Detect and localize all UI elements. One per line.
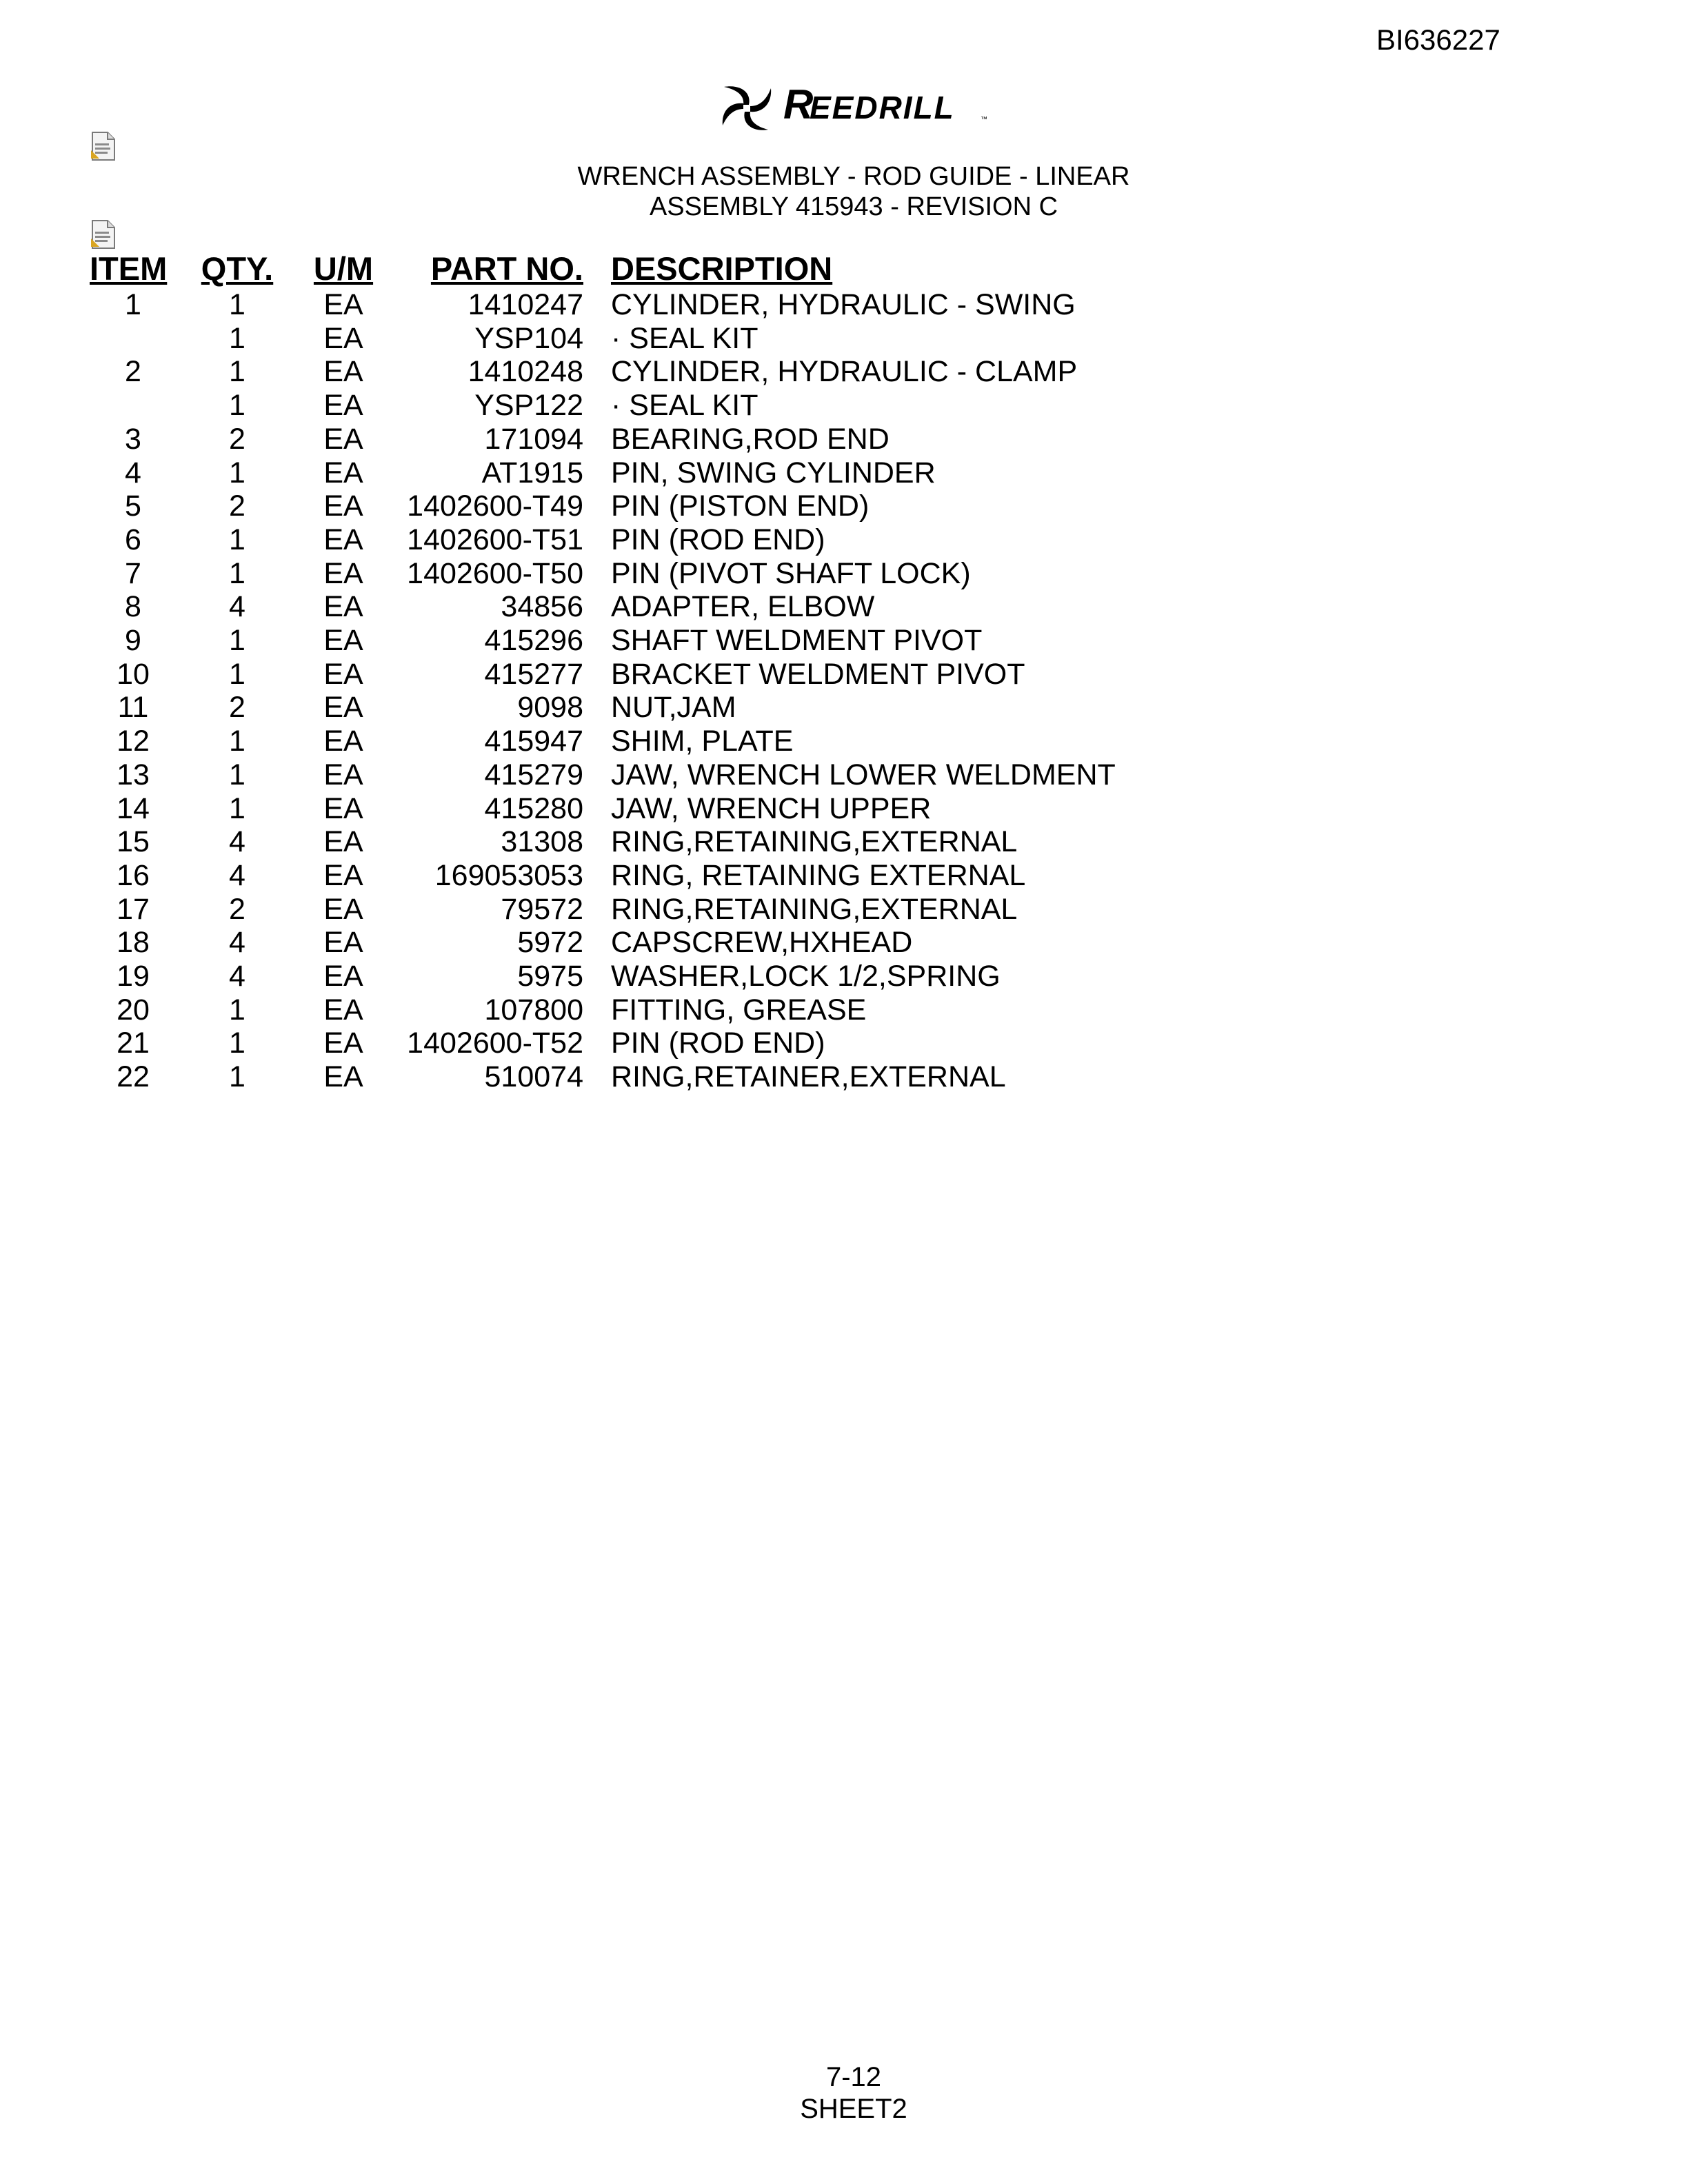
cell-item: 12 [117,725,150,758]
cell-description: RING,RETAINING,EXTERNAL [611,825,1018,859]
cell-description: CYLINDER, HYDRAULIC - CLAMP [611,355,1078,389]
cell-um: EA [323,758,363,791]
cell-description: WASHER,LOCK 1/2,SPRING [611,960,1001,993]
cell-qty: 2 [229,691,245,725]
cell-um: EA [323,1060,363,1094]
cell-description: BRACKET WELDMENT PIVOT [611,657,1025,691]
cell-description: · SEAL KIT [611,389,758,423]
cell-item: 2 [125,355,141,389]
cell-um: EA [323,355,363,389]
cell-qty: 4 [229,825,245,859]
cell-um: EA [323,389,363,423]
cell-qty: 1 [229,993,245,1027]
cell-description: PIN (ROD END) [611,523,825,556]
cell-item: 15 [117,825,150,859]
parts-table-body [90,288,1369,1094]
cell-qty: 1 [229,355,245,389]
cell-part-no: 1402600-T52 [407,1027,583,1060]
cell-item: 7 [125,556,141,590]
table-row [90,288,1369,322]
cell-qty: 4 [229,926,245,960]
cell-part-no: 1410247 [468,288,583,321]
cell-item: 14 [117,791,150,825]
cell-um: EA [323,993,363,1027]
assembly-revision: ASSEMBLY 415943 - REVISION C [649,192,1058,221]
table-row [90,725,1369,758]
cell-description: PIN (PISTON END) [611,489,870,523]
table-row [90,322,1369,356]
cell-um: EA [323,489,363,523]
table-row [90,691,1369,725]
cell-um: EA [323,321,363,355]
column-header-qty: QTY. [201,250,274,287]
cell-um: EA [323,858,363,892]
cell-part-no: 1410248 [468,355,583,389]
cell-qty: 1 [229,725,245,758]
cell-qty: 1 [229,1060,245,1094]
cell-item: 5 [125,489,141,523]
cell-item: 8 [125,590,141,624]
cell-um: EA [323,523,363,556]
document-attachment-icon[interactable] [90,219,117,250]
table-row [90,658,1369,691]
table-row [90,557,1369,591]
cell-um: EA [323,556,363,590]
cell-part-no: 34856 [501,590,583,624]
cell-description: FITTING, GREASE [611,993,867,1027]
column-header-description: DESCRIPTION [611,250,833,287]
column-header-um: U/M [313,250,374,287]
cell-part-no: 169053053 [434,858,583,892]
cell-description: · SEAL KIT [611,321,758,355]
svg-text:™: ™ [981,116,987,123]
cell-part-no: 415279 [484,758,583,791]
cell-description: RING, RETAINING EXTERNAL [611,858,1026,892]
cell-description: SHAFT WELDMENT PIVOT [611,624,983,658]
table-row [90,1060,1369,1094]
cell-description: NUT,JAM [611,691,736,725]
cell-description: PIN, SWING CYLINDER [611,456,936,489]
table-row [90,1027,1369,1060]
cell-item: 18 [117,926,150,960]
table-row [90,960,1369,993]
table-row [90,624,1369,658]
cell-part-no: 171094 [484,422,583,456]
cell-qty: 1 [229,389,245,423]
cell-um: EA [323,1027,363,1060]
cell-item: 20 [117,993,150,1027]
table-header-row [90,250,1369,288]
cell-description: RING,RETAINER,EXTERNAL [611,1060,1006,1094]
assembly-title: WRENCH ASSEMBLY - ROD GUIDE - LINEAR [577,162,1130,191]
table-row [90,355,1369,389]
cell-item: 22 [117,1060,150,1094]
table-row [90,792,1369,826]
cell-item: 13 [117,758,150,791]
cell-qty: 4 [229,590,245,624]
cell-qty: 1 [229,624,245,658]
cell-item: 4 [125,456,141,489]
document-attachment-icon[interactable] [90,131,117,161]
cell-description: ADAPTER, ELBOW [611,590,875,624]
cell-um: EA [323,725,363,758]
cell-item: 1 [125,288,141,321]
cell-part-no: 415947 [484,725,583,758]
cell-part-no: 1402600-T49 [407,489,583,523]
cell-um: EA [323,960,363,993]
reedrill-logo [717,76,1027,138]
cell-qty: 4 [229,960,245,993]
cell-part-no: 5972 [517,926,583,960]
cell-item: 3 [125,422,141,456]
table-row [90,893,1369,927]
svg-text:EEDRILL: EEDRILL [810,90,955,125]
cell-part-no: 1402600-T51 [407,523,583,556]
table-row [90,758,1369,792]
cell-part-no: 510074 [484,1060,583,1094]
cell-description: PIN (PIVOT SHAFT LOCK) [611,556,971,590]
cell-qty: 1 [229,321,245,355]
cell-description: CYLINDER, HYDRAULIC - SWING [611,288,1076,321]
cell-qty: 2 [229,892,245,926]
cell-qty: 1 [229,1027,245,1060]
cell-qty: 1 [229,657,245,691]
cell-qty: 2 [229,422,245,456]
cell-um: EA [323,288,363,321]
cell-part-no: AT1915 [481,456,583,489]
cell-um: EA [323,892,363,926]
cell-qty: 1 [229,791,245,825]
cell-part-no: 107800 [484,993,583,1027]
cell-description: PIN (ROD END) [611,1027,825,1060]
cell-part-no: 1402600-T50 [407,556,583,590]
sheet-label: SHEET2 [800,2094,907,2124]
table-row [90,926,1369,960]
column-header-item: ITEM [90,250,168,287]
cell-part-no: 415277 [484,657,583,691]
cell-part-no: 31308 [501,825,583,859]
cell-um: EA [323,422,363,456]
table-row [90,993,1369,1027]
cell-um: EA [323,791,363,825]
cell-description: JAW, WRENCH LOWER WELDMENT [611,758,1116,791]
cell-um: EA [323,825,363,859]
table-row [90,590,1369,624]
cell-item: 19 [117,960,150,993]
cell-um: EA [323,624,363,658]
cell-part-no: YSP122 [474,389,583,423]
cell-description: SHIM, PLATE [611,725,794,758]
cell-qty: 1 [229,288,245,321]
column-header-part-no: PART NO. [430,250,583,287]
cell-part-no: 79572 [501,892,583,926]
table-row [90,859,1369,893]
svg-text:R: R [783,81,814,128]
document-id: BI636227 [1376,23,1500,56]
cell-item: 16 [117,858,150,892]
cell-qty: 1 [229,456,245,489]
cell-description: JAW, WRENCH UPPER [611,791,932,825]
cell-um: EA [323,456,363,489]
cell-part-no: 415296 [484,624,583,658]
cell-qty: 1 [229,758,245,791]
parts-table [90,250,1369,1094]
logo-swirl-icon [723,86,771,130]
cell-um: EA [323,590,363,624]
cell-um: EA [323,657,363,691]
table-row [90,489,1369,523]
cell-description: RING,RETAINING,EXTERNAL [611,892,1018,926]
cell-part-no: YSP104 [474,321,583,355]
cell-item: 17 [117,892,150,926]
cell-qty: 2 [229,489,245,523]
cell-description: CAPSCREW,HXHEAD [611,926,913,960]
cell-part-no: 5975 [517,960,583,993]
table-row [90,825,1369,859]
cell-part-no: 415280 [484,791,583,825]
table-row [90,456,1369,490]
cell-part-no: 9098 [517,691,583,725]
page-number: 7-12 [825,2062,882,2092]
cell-qty: 1 [229,523,245,556]
cell-um: EA [323,691,363,725]
cell-qty: 4 [229,858,245,892]
cell-description: BEARING,ROD END [611,422,890,456]
cell-item [90,389,177,423]
cell-item: 21 [117,1027,150,1060]
cell-item: 11 [117,691,149,725]
table-row [90,423,1369,456]
table-row [90,523,1369,557]
cell-item: 10 [117,657,150,691]
cell-um: EA [323,926,363,960]
cell-item: 6 [125,523,141,556]
cell-item: 9 [125,624,141,658]
cell-item [90,322,177,356]
cell-qty: 1 [229,556,245,590]
table-row [90,389,1369,423]
